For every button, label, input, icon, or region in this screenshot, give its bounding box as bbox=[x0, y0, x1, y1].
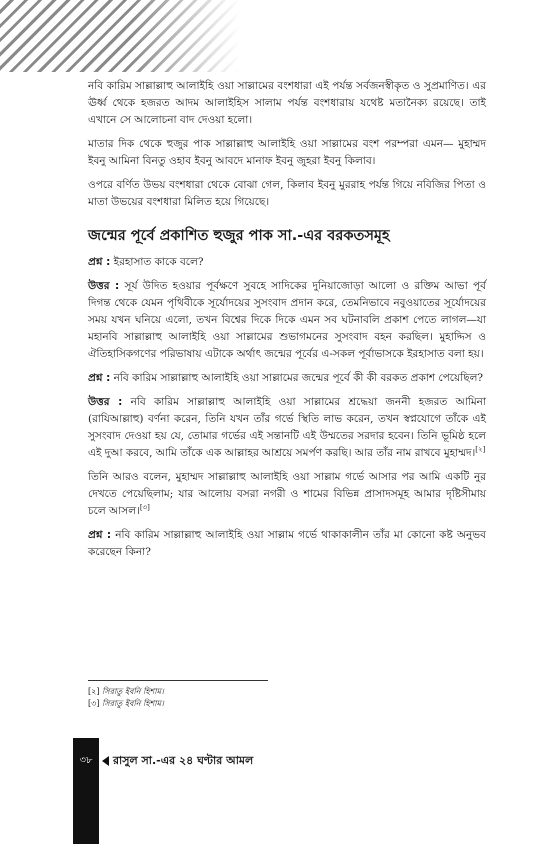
footnote-number: [২] bbox=[88, 687, 100, 696]
answer-2-continued bbox=[88, 469, 486, 520]
answer-label: উত্তর : bbox=[88, 396, 123, 408]
footnote-divider bbox=[88, 680, 268, 681]
page-number: ৩৮ bbox=[73, 751, 99, 771]
answer-1-text: সূর্য উদিত হওয়ার পূর্বক্ষণে সুবহে সাদিকের দুনিয়াজোড়া আলো ও রক্তিম আভা পূর্ব দিগন্ত থেকে যেমন পৃথিবীকে সূর্যোদয়ের সুসংবাদ প্রদান করে, তেমনিভাবে নবুওয়াতের সূর্যোদয়ের সময় যখন ঘনিয়ে এলো, তখন বিশ্বের দিকে দিকে এমন সব ঘটনাবলি প্রকাশ পেতে লাগল—যা মহানবি সাল্লাল্লাহু আলাইহি ওয়া সাল্লামের শুভাগমনের সুসংবাদ বহন করছিল। মুহাদ্দিস ও ঐতিহাসিকগণের পরিভাষায় এটাকে অর্থাৎ জন্মের পূর্বের এ-সকল পূর্বাভাসকে ইরহাসাত বলা হয়। bbox=[88, 280, 486, 360]
footnote-number: [৩] bbox=[88, 699, 100, 708]
question-label: প্রশ্ন : bbox=[88, 529, 112, 541]
question-1 bbox=[88, 254, 486, 271]
question-label: প্রশ্ন : bbox=[88, 256, 111, 268]
footnote-text: সিরাতু ইবনি হিশাম। bbox=[102, 687, 164, 696]
footnote-text: সিরাতু ইবনি হিশাম। bbox=[102, 699, 164, 708]
question-label: প্রশ্ন : bbox=[88, 372, 111, 384]
intro-paragraph-2: মাতার দিক থেকে হুজুর পাক সাল্লাল্লাহু আলাইহি ওয়া সাল্লামের বংশ পরম্পরা এমন— মুহাম্মদ ইবনু আমিনা বিনতু ওহাব ইবনু আবদে মানাফ ইবনু জুহরা ইবনু কিলাব। bbox=[88, 138, 486, 167]
answer-1 bbox=[88, 278, 486, 363]
question-3-text: নবি কারিম সাল্লাল্লাহু আলাইহি ওয়া সাল্লাম গর্ভে থাকাকালীন তাঁর মা কোনো কষ্ট অনুভব করেছেন কিনা? bbox=[88, 529, 486, 558]
section-heading: জন্মের পূর্বে প্রকাশিত হুজুর পাক সা.-এর বরকতসমূহ bbox=[88, 228, 390, 244]
question-2-text: নবি কারিম সাল্লাল্লাহু আলাইহি ওয়া সাল্লামের জন্মের পূর্বে কী কী বরকত প্রকাশ পেয়েছিল? bbox=[113, 372, 484, 384]
footnote-item bbox=[88, 698, 164, 710]
book-title: রাসুল সা.-এর ২৪ ঘণ্টার আমল bbox=[113, 753, 254, 767]
question-3 bbox=[88, 527, 486, 561]
footnote-ref-3[interactable]: [৩] bbox=[139, 503, 150, 512]
page-content bbox=[88, 78, 486, 568]
answer-2-continued-text: তিনি আরও বলেন, মুহাম্মদ সাল্লাল্লাহু আলাইহি ওয়া সাল্লাম গর্ভে আসার পর আমি একটি নুর দেখতে পেয়েছিলাম; যার আলোয় বসরা নগরী ও শামের বিভিন্ন প্রাসাদসমূহ আমার দৃষ্টিসীমায় চলে আসল। bbox=[88, 471, 486, 517]
arrow-left-icon bbox=[102, 756, 109, 766]
answer-2-text: নবি কারিম সাল্লাল্লাহু আলাইহি ওয়া সাল্লামের শ্রদ্ধেয়া জননী হজরত আমিনা (রাযিআল্লাহু) বর্ণনা করেন, তিনি যখন তাঁর গর্ভে স্থিতি লাভ করেন, তখন স্বপ্নযোগে তাঁকে এই সুসংবাদ দেওয়া হয় যে, তোমার গর্ভের এই সন্তানটি এই উম্মতের সরদার হবেন। তিনি ভূমিষ্ঠ হলে এই দুআ করবে, আমি তাঁকে এক আল্লাহর আশ্রয়ে সমর্পণ করছি। আর তাঁর নাম রাখবে মুহাম্মদ। bbox=[88, 396, 486, 459]
running-footer bbox=[73, 751, 253, 771]
answer-2 bbox=[88, 394, 486, 462]
question-2 bbox=[88, 370, 486, 387]
footnotes bbox=[88, 686, 164, 710]
footnote-item bbox=[88, 686, 164, 698]
answer-label: উত্তর : bbox=[88, 280, 120, 292]
decorative-stripes bbox=[0, 0, 240, 72]
intro-paragraph-3: ওপরে বর্ণিত উভয় বংশধারা থেকে বোঝা গেল, কিলাব ইবনু মুররাহ পর্যন্ত গিয়ে নবিজির পিতা ও মাতা উভয়ের বংশধারা মিলিত হয়ে গিয়েছে। bbox=[88, 179, 486, 208]
footnote-ref-2[interactable]: [২] bbox=[475, 445, 486, 454]
question-1-text: ইরহাসাত কাকে বলে? bbox=[113, 256, 204, 268]
intro-paragraph-1: নবি কারিম সাল্লাল্লাহু আলাইহি ওয়া সাল্লামের বংশধারা এই পর্যন্ত সর্বজনস্বীকৃত ও সুপ্রমাণিত। এর ঊর্ধ্ব থেকে হজরত আদম আলাইহিস সালাম পর্যন্ত বংশধারায় যথেষ্ট মতানৈক্য রয়েছে। তাই এখানে সে আলোচনা বাদ দেওয়া হলো। bbox=[88, 80, 486, 126]
